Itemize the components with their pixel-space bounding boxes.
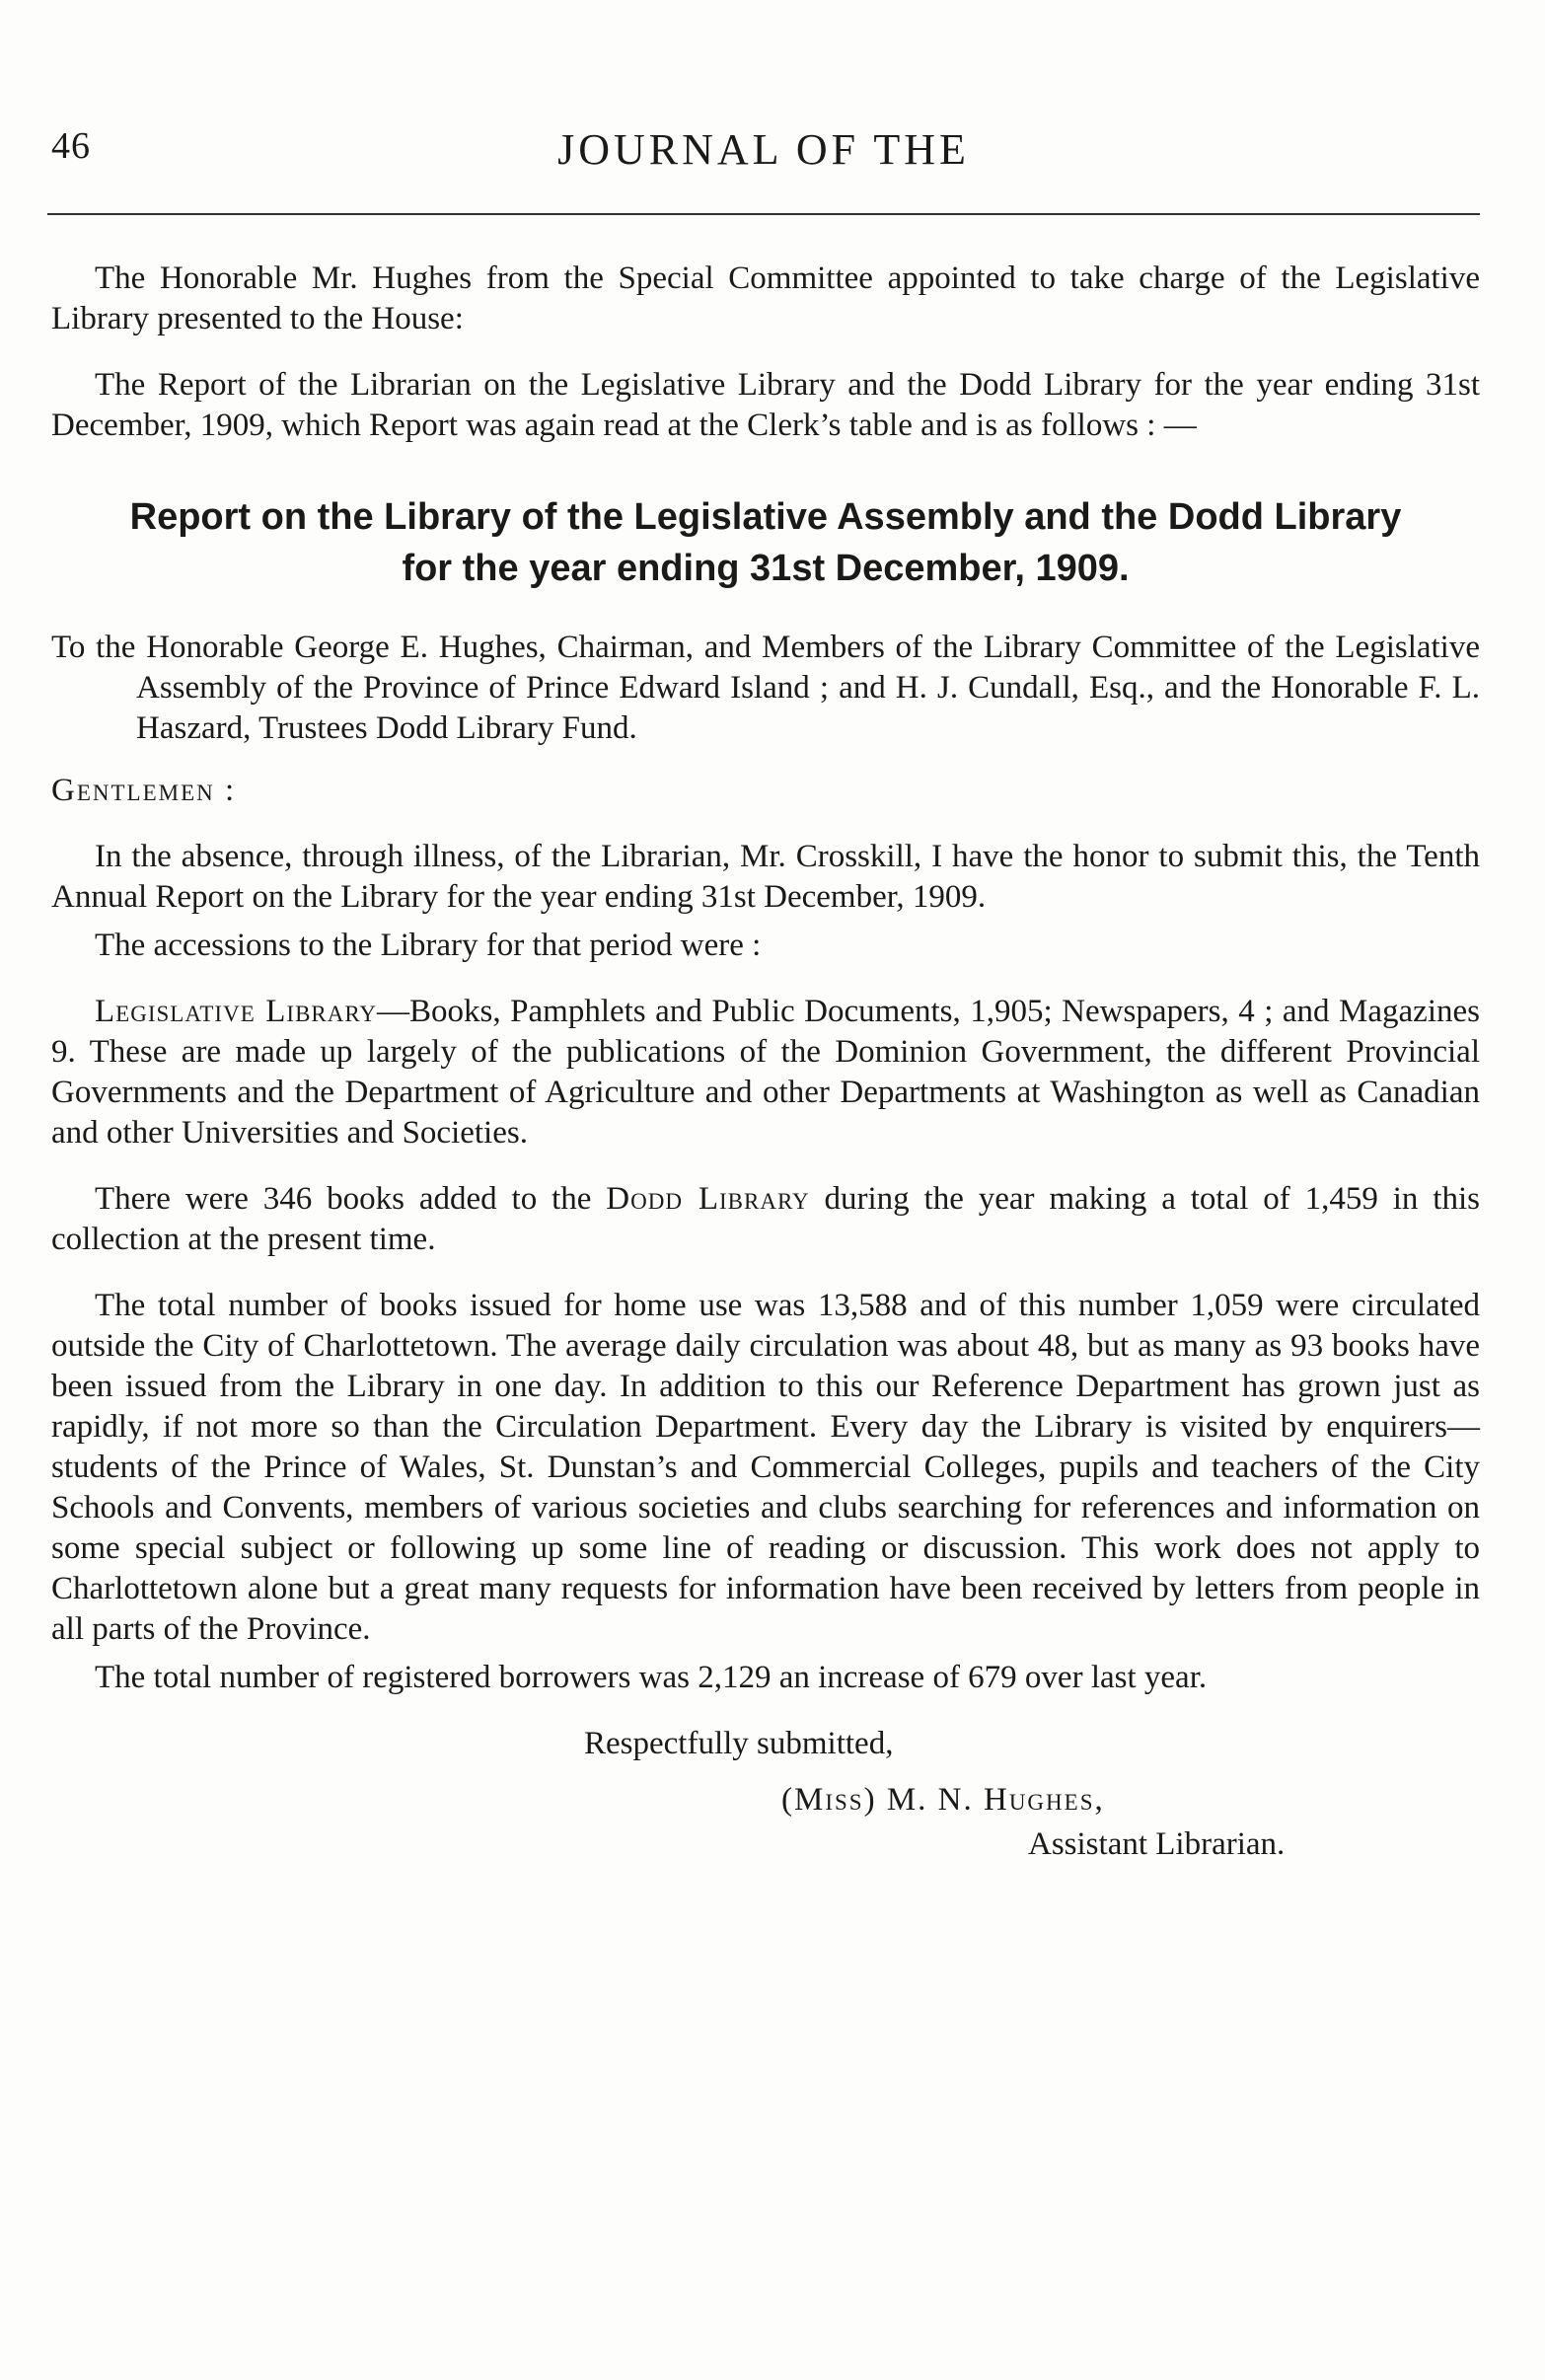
dodd-text-after: during the year making a total of 1,459 in this collection at the present time.	[51, 1181, 1480, 1257]
signature-name	[781, 1780, 1480, 1821]
report-title	[51, 491, 1480, 594]
paragraph-absence: In the absence, through illness, of the Librarian, Mr. Crosskill, I have the honor to submit this, the Tenth Annual Report on the Library for the year ending 31st December, 1909.	[51, 839, 1480, 915]
paragraph-accessions: The accessions to the Library for that period were :	[95, 928, 762, 963]
legislative-library-text: —Books, Pamphlets and Public Documents, 1,905; Newspapers, 4 ; and Magazines 9. These are made up largely of the publications of the Dominion Government, the different Provincial Governments and the Department of Agriculture and other Departments at Washington as well as Canadian and other Universities and Societies.	[51, 994, 1480, 1151]
paragraph-books-issued: The total number of books issued for home use was 13,588 and of this number 1,059 were circulated outside the City of Charlottetown. The average daily circulation was about 48, but as many as 93 books have been issued from the Library in one day. In addition to this our Reference Department has grown just as rapidly, if not more so than the Circulation Department. Every day the Library is visited by enquirers—students of the Prince of Wales, St. Dunstan’s and Commercial Colleges, pupils and teachers of the City Schools and Convents, members of various societies and clubs searching for references and information on some special subject or following up some line of reading or discussion. This work does not apply to Charlottetown alone but a great many requests for information have been received by letters from people in all parts of the Province.	[51, 1288, 1480, 1647]
paragraph-borrowers: The total number of registered borrowers was 2,129 an increase of 679 over last year.	[95, 1660, 1208, 1695]
page-header	[47, 124, 1480, 184]
salutation: Gentlemen :	[51, 773, 237, 808]
legislative-library-label: Legislative Library	[95, 994, 378, 1029]
intro-paragraph-committee: The Honorable Mr. Hughes from the Special Committee appointed to take charge of the Legislative Library presented to the House:	[51, 260, 1480, 336]
closing-line: Respectfully submitted,	[584, 1726, 894, 1761]
report-title-line-2: for the year ending 31st December, 1909.	[402, 548, 1130, 589]
signature-title: Assistant Librarian.	[1028, 1826, 1286, 1862]
report-title-line-1: Report on the Library of the Legislative Assembly and the Dodd Library	[129, 496, 1402, 538]
header-rule	[47, 213, 1480, 215]
running-title: JOURNAL OF THE	[557, 125, 970, 174]
address-block: To the Honorable George E. Hughes, Chairman, and Members of the Library Committee of the Legislative Assembly of the Province of Prince Edward Island ; and H. J. Cundall, Esq., and the Honorable F. L. Haszard, Trustees Dodd Library Fund.	[51, 630, 1480, 746]
signature-name-text: (Miss) M. N. Hughes,	[781, 1782, 1105, 1818]
paragraph-legislative-library	[51, 992, 1480, 1153]
page-number: 46	[51, 125, 91, 167]
paragraph-dodd-library	[51, 1179, 1480, 1260]
page-body	[51, 259, 1480, 1865]
dodd-text-before: There were 346 books added to the	[95, 1181, 592, 1217]
dodd-library-label: Dodd Library	[606, 1181, 810, 1217]
intro-paragraph-report: The Report of the Librarian on the Legislative Library and the Dodd Library for the year ending 31st December, 1909, which Report was again read at the Clerk’s table and is as follows : —	[51, 367, 1480, 443]
